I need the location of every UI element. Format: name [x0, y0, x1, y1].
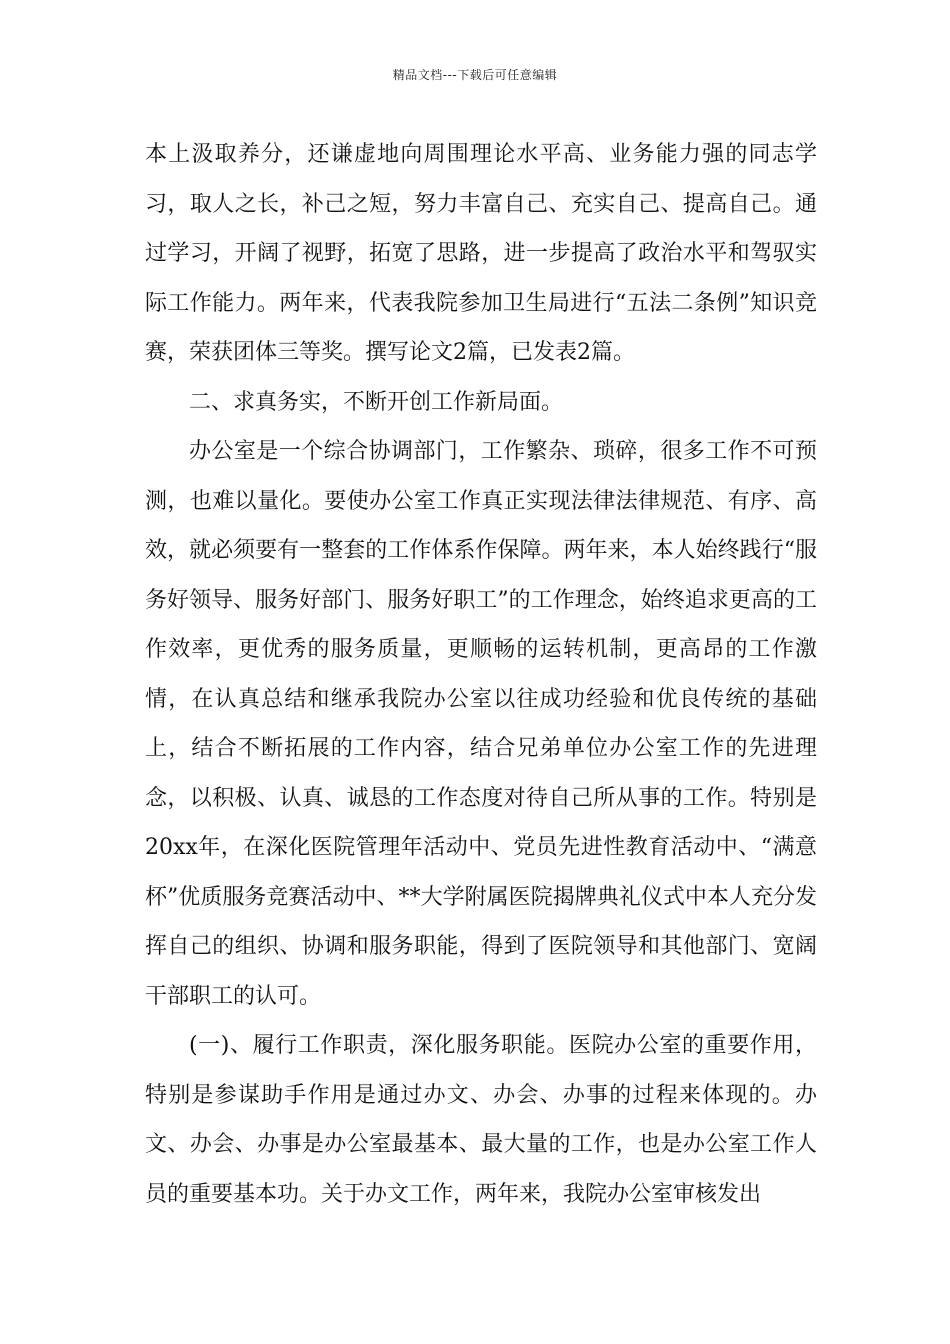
page-header: 精品文档---下载后可任意编辑: [392, 68, 558, 82]
paragraph: (一)、履行工作职责，深化服务职能。医院办公室的重要作用，特别是参谋助手作用是通过办文、办会、办事的过程来体现的。办文、办会、办事是办公室最基本、最大量的工作，也是办公室工作人员的重要基本功。关于办文工作，两年来，我院办公室审核发出: [145, 1033, 817, 1207]
paragraph-continuation: 本上汲取养分，还谦虚地向周围理论水平高、业务能力强的同志学习，取人之长，补己之短，努力丰富自己、充实自己、提高自己。通过学习，开阔了视野，拓宽了思路，进一步提高了政治水平和驾驭实际工作能力。两年来，代表我院参加卫生局进行“五法二条例”知识竞赛，荣获团体三等奖。撰写论文2篇，已发表2篇。: [145, 142, 817, 365]
section-heading: 二、求真务实，不断开创工作新局面。: [189, 389, 564, 415]
paragraph: 办公室是一个综合协调部门，工作繁杂、琐碎，很多工作不可预测，也难以量化。要使办公室工作真正实现法律法律规范、有序、高效，就必须要有一整套的工作体系作保障。两年来，本人始终践行“服务好领导、服务好部门、服务好职工”的工作理念，始终追求更高的工作效率，更优秀的服务质量，更顺畅的运转机制，更高昂的工作激情，在认真总结和继承我院办公室以往成功经验和优良传统的基础上，结合不断拓展的工作内容，结合兄弟单位办公室工作的先进理念，以积极、认真、诚恳的工作态度对待自己所从事的工作。特别是20xx年，在深化医院管理年活动中、党员先进性教育活动中、“满意杯”优质服务竞赛活动中、**大学附属医院揭牌典礼仪式中本人充分发挥自己的组织、协调和服务职能，得到了医院领导和其他部门、宽阔干部职工的认可。: [145, 439, 817, 1009]
document-body: [145, 130, 817, 1219]
